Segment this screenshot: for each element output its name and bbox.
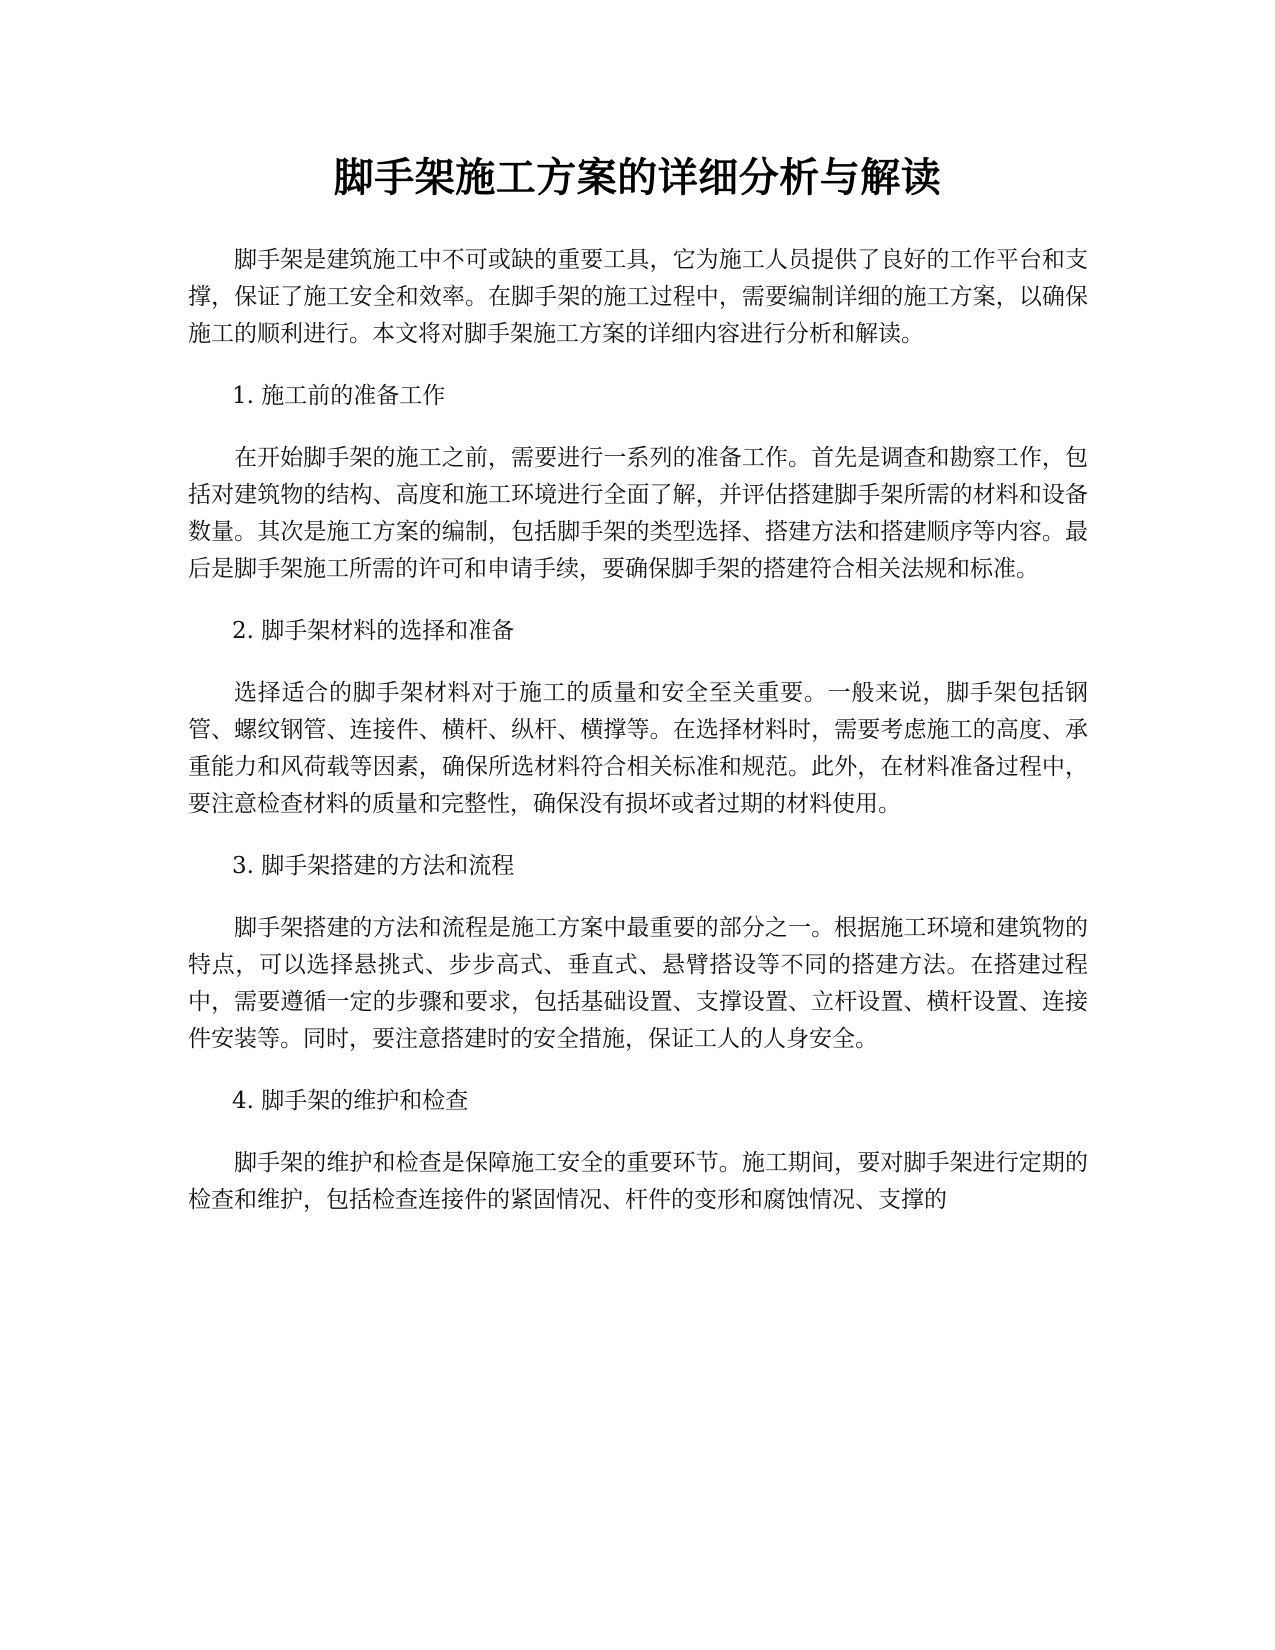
section-heading-1: 1. 施工前的准备工作 <box>232 383 446 409</box>
section-heading-3: 3. 脚手架搭建的方法和流程 <box>232 853 515 879</box>
section-paragraph-1: 在开始脚手架的施工之前，需要进行一系列的准备工作。首先是调查和勘察工作，包括对建筑物的结构、高度和施工环境进行全面了解，并评估搭建脚手架所需的材料和设备数量。其次是施工方案的编制，包括脚手架的类型选择、搭建方法和搭建顺序等内容。最后是脚手架施工所需的许可和申请手续，要确保脚手架的搭建符合相关法规和标准。 <box>188 445 1088 582</box>
section-paragraph-3: 脚手架搭建的方法和流程是施工方案中最重要的部分之一。根据施工环境和建筑物的特点，可以选择悬挑式、步步高式、垂直式、悬臂搭设等不同的搭建方法。在搭建过程中，需要遵循一定的步骤和要求，包括基础设置、支撑设置、立杆设置、横杆设置、连接件安装等。同时，要注意搭建时的安全措施，保证工人的人身安全。 <box>188 915 1088 1052</box>
intro-paragraph: 脚手架是建筑施工中不可或缺的重要工具，它为施工人员提供了良好的工作平台和支撑，保证了施工安全和效率。在脚手架的施工过程中，需要编制详细的施工方案，以确保施工的顺利进行。本文将对脚手架施工方案的详细内容进行分析和解读。 <box>188 247 1088 347</box>
section-heading-4: 4. 脚手架的维护和检查 <box>232 1088 469 1114</box>
section-paragraph-4: 脚手架的维护和检查是保障施工安全的重要环节。施工期间，要对脚手架进行定期的检查和维护，包括检查连接件的紧固情况、杆件的变形和腐蚀情况、支撑的 <box>188 1150 1088 1213</box>
document-title: 脚手架施工方案的详细分析与解读 <box>333 155 942 201</box>
section-paragraph-2: 选择适合的脚手架材料对于施工的质量和安全至关重要。一般来说，脚手架包括钢管、螺纹钢管、连接件、横杆、纵杆、横撑等。在选择材料时，需要考虑施工的高度、承重能力和风荷载等因素，确保所选材料符合相关标准和规范。此外，在材料准备过程中，要注意检查材料的质量和完整性，确保没有损坏或者过期的材料使用。 <box>188 680 1088 817</box>
section-heading-2: 2. 脚手架材料的选择和准备 <box>232 618 515 644</box>
document-body <box>188 242 1088 1219</box>
